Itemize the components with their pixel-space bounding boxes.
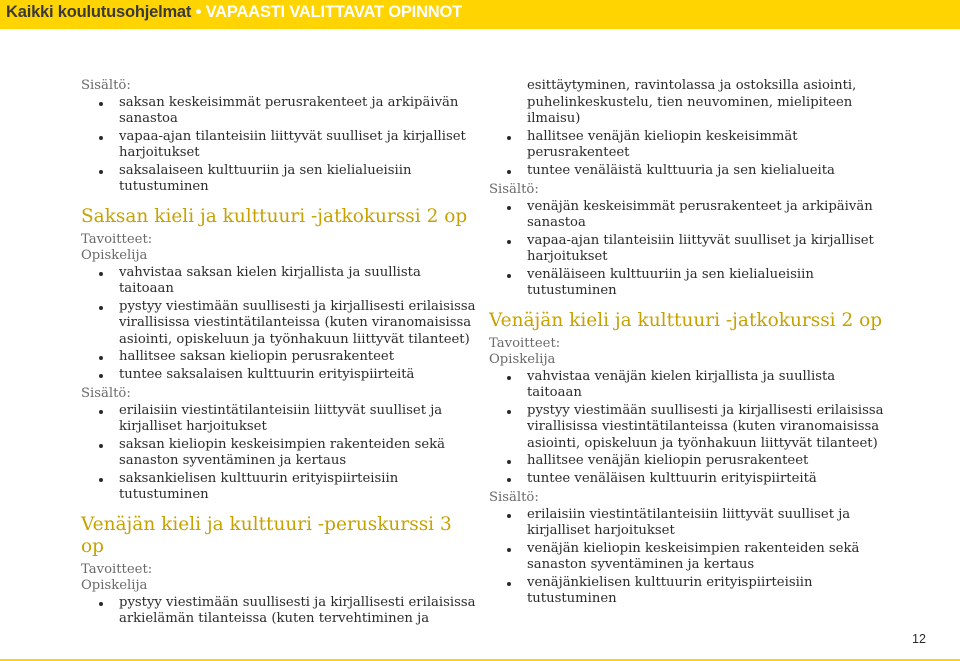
sisalto-label: Sisältö: — [81, 78, 131, 93]
list-item: tuntee saksalaisen kulttuurin erityispiirteitä — [119, 367, 476, 384]
content-list — [81, 95, 476, 196]
content-list — [489, 199, 889, 300]
list-item: saksan keskeisimmät perusrakenteet ja arkipäivän sanastoa — [119, 95, 476, 128]
course-title: Venäjän kieli ja kulttuuri -jatkokurssi 2 op — [489, 309, 883, 331]
opiskelija-label: Opiskelija — [489, 352, 556, 367]
list-item: pystyy viestimään suullisesti ja kirjallisesti erilaisissa virallisissa viestintätilanteissa (kuten viranomaisissa asiointi, opiskeluun ja työnhakuun liittyvät tilanteet) — [527, 403, 889, 453]
list-item: vapaa-ajan tilanteisiin liittyvät suulliset ja kirjalliset harjoitukset — [527, 233, 889, 266]
list-item: erilaisiin viestintätilanteisiin liittyvät suulliset ja kirjalliset harjoitukset — [119, 403, 476, 436]
list-item: pystyy viestimään suullisesti ja kirjallisesti erilaisissa virallisissa viestintätilanteissa (kuten viranomaisissa asiointi, opiskeluun ja työnhakuun liittyvät tilanteet) — [119, 298, 476, 347]
continued-list — [489, 78, 889, 179]
list-item: hallitsee saksan kieliopin perusrakenteet — [119, 349, 476, 366]
sisalto-label: Sisältö: — [81, 386, 131, 401]
list-item: venäjän keskeisimmät perusrakenteet ja arkipäivän sanastoa — [527, 199, 889, 232]
list-item: hallitsee venäjän kieliopin keskeisimmät perusrakenteet — [527, 129, 889, 162]
list-item: venäjän kieliopin keskeisimpien rakenteiden sekä sanaston syventäminen ja kertaus — [527, 541, 889, 574]
list-item: tuntee venäläisen kulttuurin erityispiirteitä — [527, 471, 889, 488]
goals-list — [489, 369, 889, 488]
tavoitteet-label: Tavoitteet: — [489, 335, 561, 351]
right-column — [489, 78, 889, 611]
list-item: venäläiseen kulttuuriin ja sen kielialueisiin tutustuminen — [527, 267, 889, 300]
list-item-continued: esittäytyminen, ravintolassa ja ostoksilla asiointi, puhelinkeskustelu, tien neuvominen, mielipiteen ilmaisu) — [527, 78, 857, 126]
course-title: Saksan kieli ja kulttuuri -jatkokurssi 2 op — [81, 205, 468, 227]
opiskelija-label: Opiskelija — [81, 578, 148, 593]
content-list — [81, 403, 476, 504]
header-title: Kaikki koulutusohjelmat — [6, 3, 192, 21]
content-list — [489, 507, 889, 608]
course-title: Venäjän kieli ja kulttuuri -peruskurssi 3 op — [81, 513, 452, 557]
goals-list — [81, 265, 476, 384]
goals-list — [81, 595, 476, 628]
header-separator: • — [195, 3, 202, 21]
list-item: erilaisiin viestintätilanteisiin liittyvät suulliset ja kirjalliset harjoitukset — [527, 507, 889, 540]
opiskelija-label: Opiskelija — [81, 248, 148, 263]
list-item: saksan kieliopin keskeisimpien rakenteiden sekä sanaston syventäminen ja kertaus — [119, 437, 476, 470]
header-title-line — [6, 3, 462, 22]
header-subtitle: VAPAASTI VALITTAVAT OPINNOT — [205, 3, 463, 21]
list-item: saksalaiseen kulttuuriin ja sen kielialueisiin tutustuminen — [119, 163, 476, 196]
tavoitteet-label: Tavoitteet: — [81, 561, 153, 577]
left-column — [81, 78, 476, 631]
list-item: vapaa-ajan tilanteisiin liittyvät suulliset ja kirjalliset harjoitukset — [119, 129, 476, 162]
list-item: venäjänkielisen kulttuurin erityispiirteisiin tutustuminen — [527, 575, 889, 608]
list-item: hallitsee venäjän kieliopin perusrakenteet — [527, 453, 889, 470]
list-item: vahvistaa venäjän kielen kirjallista ja suullista taitoaan — [527, 369, 889, 402]
sisalto-label: Sisältö: — [489, 182, 539, 197]
list-item: vahvistaa saksan kielen kirjallista ja suullista taitoaan — [119, 265, 476, 298]
list-item: pystyy viestimään suullisesti ja kirjallisesti erilaisissa arkielämän tilanteissa (kuten tervehtiminen ja — [119, 594, 476, 626]
tavoitteet-label: Tavoitteet: — [81, 231, 153, 247]
sisalto-label: Sisältö: — [489, 490, 539, 505]
header-band — [0, 0, 960, 29]
list-item: tuntee venäläistä kulttuuria ja sen kielialueita — [527, 163, 889, 180]
list-item: saksankielisen kulttuurin erityispiirteisiin tutustuminen — [119, 471, 476, 504]
page-number: 12 — [912, 632, 926, 646]
